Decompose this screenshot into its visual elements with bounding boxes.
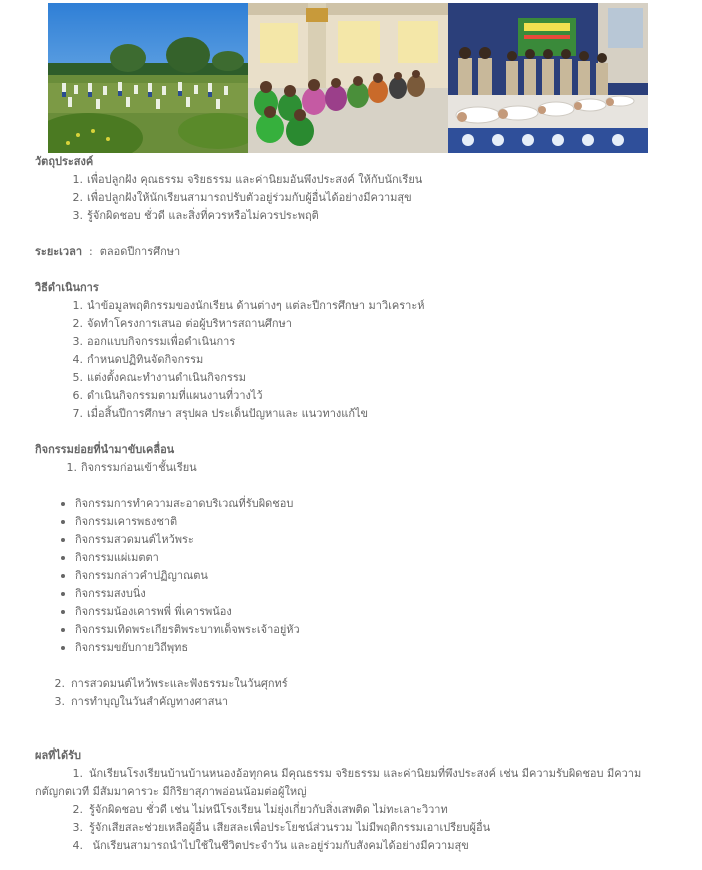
list-item: กิจกรรมกล่าวคำปฏิญาณตน (35, 567, 665, 585)
list-item: 4. กำหนดปฏิทินจัดกิจกรรม (72, 353, 204, 366)
activities-first-list (35, 459, 665, 477)
duration-value: ตลอดปีการศึกษา (99, 245, 181, 258)
list-item: กิจกรรมสวดมนต์ไหว้พระ (35, 531, 665, 549)
list-item: 1. เพื่อปลูกฝัง คุณธรรม จริยธรรม และค่านิยมอันพึงประสงค์ ให้กับนักเรียน (72, 173, 423, 186)
list-item: 2. เพื่อปลูกฝังให้นักเรียนสามารถปรับตัวอยู่ร่วมกับผู้อื่นได้อย่างมีความสุข (72, 191, 412, 204)
teachers-students-ceremony-photo (448, 3, 648, 153)
school-field-assembly-photo (48, 3, 248, 153)
list-item: 1. กิจกรรมก่อนเข้าชั้นเรียน (66, 461, 197, 474)
list-item: กิจกรรมน้องเคารพพี่ พี่เคารพน้อง (35, 603, 665, 621)
list-item: กิจกรรมแผ่เมตตา (35, 549, 665, 567)
list-item: กิจกรรมขยับกายวิถีพุทธ (35, 639, 665, 657)
list-item-continuation: กตัญกตเวที มีสัมมาคารวะ มีกิริยาสุภาพอ่อนน้อมต่อผู้ใหญ่ (35, 785, 307, 798)
list-item: 1. นักเรียนโรงเรียนบ้านบ้านหนองอ้อทุกคน มีคุณธรรม จริยธรรม และค่านิยมที่พึงประสงค์ เช่น มีความรับผิดชอบ มีความ (72, 767, 642, 780)
results-list (35, 765, 665, 855)
list-item: 1. นำข้อมูลพฤติกรรมของนักเรียน ด้านต่างๆ แต่ละปีการศึกษา มาวิเคราะห์ (72, 299, 425, 312)
article-body (35, 153, 665, 855)
list-item: 5. แต่งตั้งคณะทำงานดำเนินกิจกรรม (72, 371, 247, 384)
list-item: กิจกรรมเทิดพระเกียรติพระบาทเด็จพระเจ้าอยู่หัว (35, 621, 665, 639)
activities-bullet-list (35, 495, 665, 657)
list-item: 6. ดำเนินกิจกรรมตามที่แผนงานที่วางไว้ (72, 389, 263, 402)
objectives-heading: วัตถุประสงค์ (35, 155, 94, 168)
duration-label: ระยะเวลา (35, 245, 83, 258)
list-item: 4. นักเรียนสามารถนำไปใช้ในชีวิตประจำวัน และอยู่ร่วมกับสังคมได้อย่างมีความสุข (72, 839, 469, 852)
list-item: 7. เมื่อสิ้นปีการศึกษา สรุปผล ประเด็นปัญหาและ แนวทางแก้ไข (72, 407, 369, 420)
method-list (35, 297, 665, 423)
list-item: 2. จัดทำโครงการเสนอ ต่อผู้บริหารสถานศึกษา (72, 317, 292, 330)
list-item: กิจกรรมเคารพธงชาติ (35, 513, 665, 531)
list-item: กิจกรรมการทำความสะอาดบริเวณที่รับผิดชอบ (35, 495, 665, 513)
duration-separator: : (89, 245, 93, 258)
photo-banner (48, 3, 648, 153)
activities-heading: กิจกรรมย่อยที่นำมาขับเคลื่อน (35, 443, 175, 456)
duration-line (35, 243, 665, 261)
list-item: กิจกรรมสงบนิ่ง (35, 585, 665, 603)
list-item: 3. การทำบุญในวันสำคัญทางศาสนา (54, 695, 229, 708)
students-meditation-hall-photo (248, 3, 448, 153)
objectives-list (35, 171, 665, 225)
list-item: 3. รู้จักผิดชอบ ชั่วดี และสิ่งที่ควรหรือไม่ควรประพฤติ (72, 209, 319, 222)
list-item: 2. การสวดมนต์ไหว้พระและฟังธรรมะในวันศุกทร์ (54, 677, 288, 690)
list-item: 3. รู้จักเสียสละช่วยเหลือผู้อื่น เสียสละเพื่อประโยชน์ส่วนรวม ไม่มีพฤติกรรมเอาเปรียบผู้อื่น (72, 821, 491, 834)
activities-more-list (35, 675, 665, 711)
method-heading: วิธีดำเนินการ (35, 281, 99, 294)
list-item: 3. ออกแบบกิจกรรมเพื่อดำเนินการ (72, 335, 236, 348)
list-item: 2. รู้จักผิดชอบ ชั่วดี เช่น ไม่หนีโรงเรียน ไม่ยุ่งเกี่ยวกับสิ่งเสพติด ไม่ทะเลาะวิวาท (72, 803, 448, 816)
results-heading: ผลที่ได้รับ (35, 749, 82, 762)
